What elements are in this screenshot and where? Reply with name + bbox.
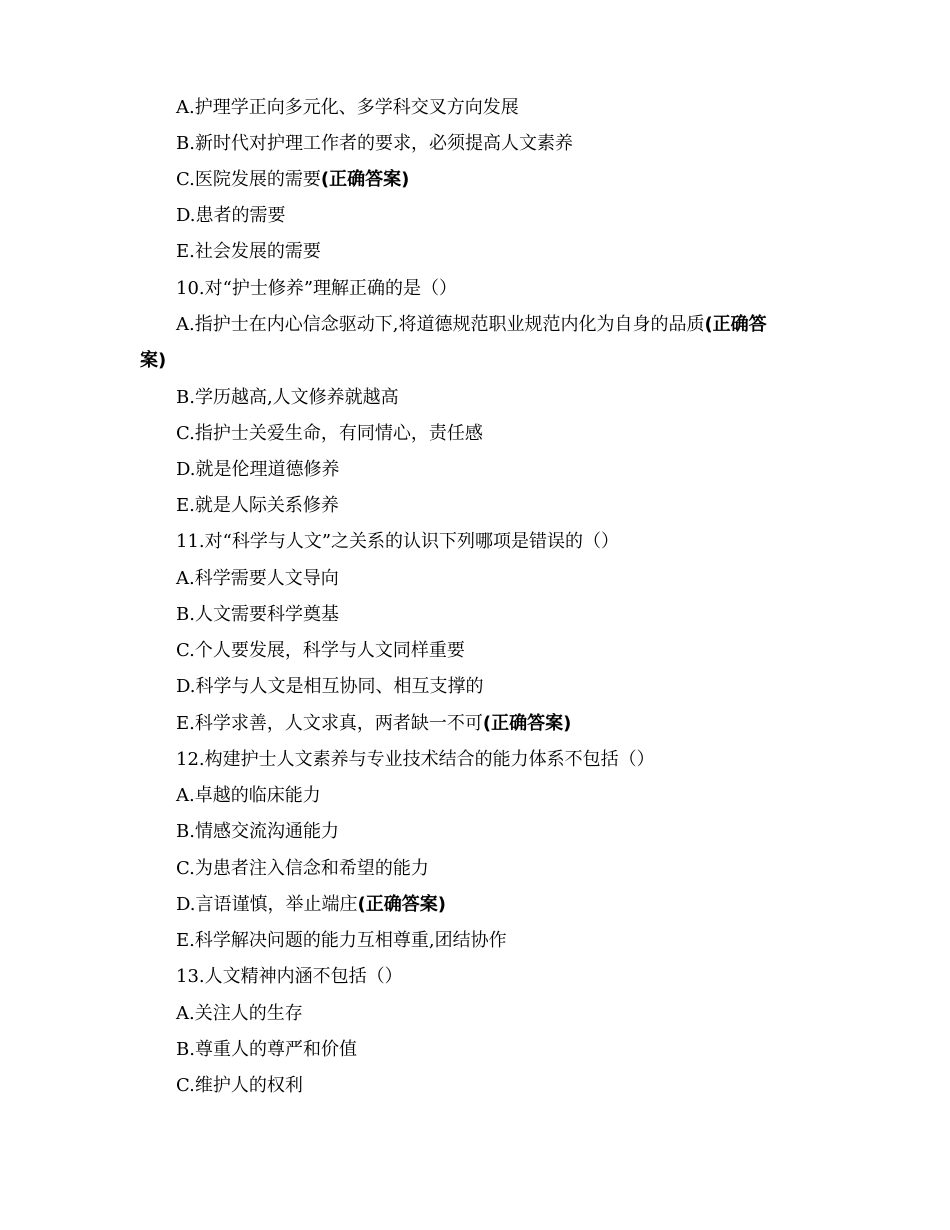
line-text: D.科学与人文是相互协同、相互支撑的 [176,676,484,697]
option-line [176,313,767,337]
line-text: A.科学需要人文导向 [176,568,339,589]
question-line [176,530,619,554]
correct-answer-mark: 案) [140,350,167,371]
option-line [176,1038,357,1062]
correct-answer-mark: (正确答 [704,314,767,335]
option-line [176,240,321,264]
correct-answer-mark: (正确答案) [482,713,572,734]
line-text: D.言语谨慎，举止端庄 [176,894,358,915]
option-line [176,96,519,120]
question-line [176,277,457,301]
option-line [176,422,483,446]
line-text: 12.构建护士人文素养与专业技术结合的能力体系不包括（） [176,749,655,770]
option-line [176,675,484,699]
line-text: E.就是人际关系修养 [176,495,339,516]
line-text: A.护理学正向多元化、多学科交叉方向发展 [176,97,519,118]
line-text: B.人文需要科学奠基 [176,604,339,625]
option-line [176,1002,303,1026]
correct-answer-mark: (正确答案) [357,894,446,915]
option-line [176,929,507,953]
option-line [176,712,571,736]
line-text: C.指护士关爱生命，有同情心，责任感 [176,423,483,444]
line-text: B.学历越高,人文修养就越高 [176,387,399,408]
line-text: C.为患者注入信念和希望的能力 [176,858,429,879]
line-text: B.尊重人的尊严和价值 [176,1039,357,1060]
option-line [176,386,399,410]
line-text: C.个人要发展，科学与人文同样重要 [176,640,465,661]
option-line [176,857,429,881]
line-text: A.卓越的临床能力 [176,785,321,806]
question-line [176,748,655,772]
line-text: D.就是伦理道德修养 [176,459,340,480]
option-line [176,820,339,844]
line-text: A.关注人的生存 [176,1003,303,1024]
option-line [176,603,339,627]
option-line [176,784,321,808]
line-text: A.指护士在内心信念驱动下,将道德规范职业规范内化为自身的品质 [176,314,705,335]
line-text: E.社会发展的需要 [176,241,321,262]
option-line [176,893,446,917]
option-line-continuation [140,349,166,373]
line-text: C.医院发展的需要 [176,169,321,190]
line-text: E.科学求善，人文求真，两者缺一不可 [176,713,483,734]
line-text: 10.对“护士修养”理解正确的是（） [176,278,458,299]
line-text: D.患者的需要 [176,205,286,226]
option-line [176,1074,303,1098]
option-line [176,567,339,591]
option-line [176,168,409,192]
question-line [176,965,403,989]
option-line [176,132,573,156]
option-line [176,458,340,482]
correct-answer-mark: (正确答案) [320,169,410,190]
line-text: 11.对“科学与人文”之关系的认识下列哪项是错误的（） [176,531,620,552]
option-line [176,204,286,228]
line-text: B.情感交流沟通能力 [176,821,339,842]
line-text: C.维护人的权利 [176,1075,303,1096]
line-text: E.科学解决问题的能力互相尊重,团结协作 [176,930,507,951]
line-text: B.新时代对护理工作者的要求，必须提高人文素养 [176,133,573,154]
line-text: 13.人文精神内涵不包括（） [176,966,403,987]
option-line [176,494,339,518]
option-line [176,639,465,663]
